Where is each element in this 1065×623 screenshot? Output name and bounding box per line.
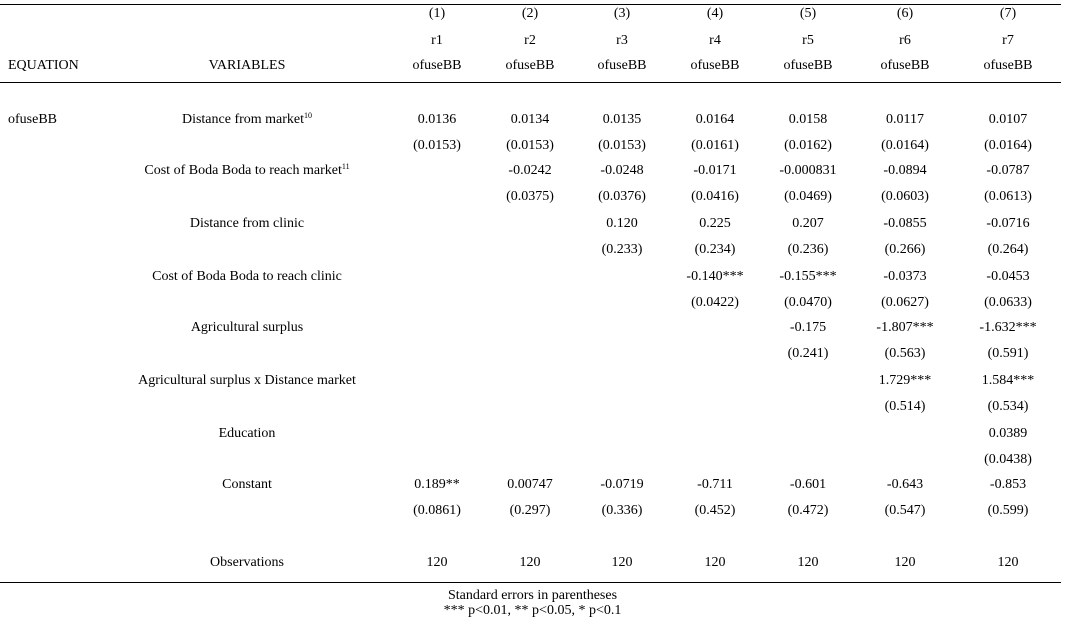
- coefficient-cell: 0.0135: [602, 112, 642, 127]
- variable-label: [182, 112, 312, 128]
- coefficient-cell: 0.207: [792, 216, 824, 231]
- standard-error-cell: (0.472): [787, 503, 829, 518]
- observations-cell: 120: [997, 555, 1019, 570]
- column-name: r5: [802, 33, 814, 48]
- coefficient-cell: 0.225: [699, 216, 731, 231]
- column-name: r4: [709, 33, 721, 48]
- standard-error-cell: (0.0861): [413, 503, 461, 518]
- column-name: r6: [899, 33, 911, 48]
- standard-error-cell: (0.0633): [984, 295, 1032, 310]
- standard-error-cell: (0.514): [884, 399, 926, 414]
- standard-error-cell: (0.233): [601, 242, 643, 257]
- variable-label: Education: [218, 426, 276, 441]
- coefficient-cell: -0.175: [789, 320, 827, 335]
- dependent-variable: ofuseBB: [783, 58, 833, 73]
- notes-standard-errors: Standard errors in parentheses: [447, 588, 618, 603]
- equation-header: EQUATION: [8, 58, 79, 73]
- standard-error-cell: (0.591): [987, 346, 1029, 361]
- coefficient-cell: 0.0164: [695, 112, 735, 127]
- observations-cell: 120: [894, 555, 916, 570]
- coefficient-cell: -1.807***: [876, 320, 934, 335]
- standard-error-cell: (0.0603): [881, 189, 929, 204]
- coefficient-cell: -0.0719: [600, 477, 644, 492]
- coefficient-cell: -1.632***: [979, 320, 1037, 335]
- column-number: (3): [613, 6, 631, 21]
- coefficient-cell: 0.0389: [988, 426, 1028, 441]
- observations-cell: 120: [426, 555, 448, 570]
- variable-label-text: Distance from market: [181, 112, 305, 127]
- observations-cell: 120: [797, 555, 819, 570]
- equation-name: ofuseBB: [8, 112, 57, 127]
- column-name: r1: [431, 33, 443, 48]
- coefficient-cell: 0.0117: [886, 112, 924, 127]
- coefficient-cell: -0.0373: [883, 269, 927, 284]
- standard-error-cell: (0.0469): [784, 189, 832, 204]
- coefficient-cell: 0.0136: [417, 112, 457, 127]
- standard-error-cell: (0.0161): [691, 138, 739, 153]
- coefficient-cell: 0.0107: [988, 112, 1028, 127]
- column-number: (6): [896, 6, 914, 21]
- standard-error-cell: (0.234): [694, 242, 736, 257]
- bottom-rule: [0, 582, 1061, 583]
- standard-error-cell: (0.266): [884, 242, 926, 257]
- standard-error-cell: (0.0153): [598, 138, 646, 153]
- standard-error-cell: (0.0470): [784, 295, 832, 310]
- coefficient-cell: -0.711: [697, 477, 733, 492]
- variable-label: Distance from clinic: [189, 216, 305, 231]
- dependent-variable: ofuseBB: [412, 58, 462, 73]
- coefficient-cell: -0.601: [789, 477, 827, 492]
- coefficient-cell: -0.0242: [508, 163, 552, 178]
- observations-cell: 120: [519, 555, 541, 570]
- variable-label: Agricultural surplus x Distance market: [138, 373, 356, 388]
- standard-error-cell: (0.0375): [506, 189, 554, 204]
- column-number: (2): [521, 6, 539, 21]
- coefficient-cell: -0.0894: [883, 163, 927, 178]
- standard-error-cell: (0.0422): [691, 295, 739, 310]
- standard-error-cell: (0.547): [884, 503, 926, 518]
- standard-error-cell: (0.452): [694, 503, 736, 518]
- standard-error-cell: (0.336): [601, 503, 643, 518]
- column-number: (1): [428, 6, 446, 21]
- standard-error-cell: (0.534): [987, 399, 1029, 414]
- column-name: r2: [524, 33, 536, 48]
- coefficient-cell: -0.140***: [686, 269, 744, 284]
- footnote-marker: 10: [304, 111, 313, 120]
- coefficient-cell: -0.000831: [779, 163, 837, 178]
- coefficient-cell: 1.584***: [981, 373, 1035, 388]
- variable-label: Constant: [222, 477, 272, 492]
- coefficient-cell: 0.00747: [507, 477, 553, 492]
- column-name: r7: [1002, 33, 1014, 48]
- coefficient-cell: 0.189**: [414, 477, 460, 492]
- standard-error-cell: (0.241): [787, 346, 829, 361]
- table-notes: [0, 588, 1065, 618]
- variable-label-text: Cost of Boda Boda to reach market: [144, 163, 342, 178]
- coefficient-cell: -0.155***: [779, 269, 837, 284]
- standard-error-cell: (0.0376): [598, 189, 646, 204]
- coefficient-cell: -0.0716: [986, 216, 1030, 231]
- coefficient-cell: -0.643: [886, 477, 924, 492]
- coefficient-cell: 0.120: [606, 216, 638, 231]
- standard-error-cell: (0.0164): [881, 138, 929, 153]
- coefficient-cell: -0.0248: [600, 163, 644, 178]
- coefficient-cell: 1.729***: [878, 373, 932, 388]
- standard-error-cell: (0.0153): [506, 138, 554, 153]
- coefficient-cell: -0.0855: [883, 216, 927, 231]
- coefficient-cell: -0.0171: [693, 163, 737, 178]
- coefficient-cell: 0.0134: [510, 112, 550, 127]
- variable-label: Cost of Boda Boda to reach clinic: [152, 269, 342, 284]
- variable-label: Agricultural surplus: [190, 320, 304, 335]
- standard-error-cell: (0.264): [987, 242, 1029, 257]
- top-rule: [0, 4, 1061, 5]
- dependent-variable: ofuseBB: [690, 58, 740, 73]
- dependent-variable: ofuseBB: [880, 58, 930, 73]
- header-rule: [0, 82, 1061, 83]
- standard-error-cell: (0.563): [884, 346, 926, 361]
- column-number: (7): [999, 6, 1017, 21]
- notes-significance: *** p<0.01, ** p<0.05, * p<0.1: [443, 603, 622, 618]
- column-number: (5): [799, 6, 817, 21]
- coefficient-cell: -0.0453: [986, 269, 1030, 284]
- observations-cell: 120: [704, 555, 726, 570]
- column-name: r3: [616, 33, 628, 48]
- standard-error-cell: (0.0164): [984, 138, 1032, 153]
- dependent-variable: ofuseBB: [505, 58, 555, 73]
- standard-error-cell: (0.0627): [881, 295, 929, 310]
- column-number: (4): [706, 6, 724, 21]
- variable-label: [144, 163, 349, 179]
- dependent-variable: ofuseBB: [983, 58, 1033, 73]
- standard-error-cell: (0.0438): [984, 452, 1032, 467]
- coefficient-cell: -0.0787: [986, 163, 1030, 178]
- standard-error-cell: (0.0153): [413, 138, 461, 153]
- standard-error-cell: (0.0416): [691, 189, 739, 204]
- standard-error-cell: (0.0613): [984, 189, 1032, 204]
- standard-error-cell: (0.297): [509, 503, 551, 518]
- standard-error-cell: (0.236): [787, 242, 829, 257]
- coefficient-cell: 0.0158: [788, 112, 828, 127]
- dependent-variable: ofuseBB: [597, 58, 647, 73]
- observations-cell: 120: [611, 555, 633, 570]
- variables-header: VARIABLES: [208, 58, 286, 73]
- observations-label: Observations: [210, 555, 284, 570]
- standard-error-cell: (0.0162): [784, 138, 832, 153]
- footnote-marker: 11: [341, 162, 350, 171]
- standard-error-cell: (0.599): [987, 503, 1029, 518]
- coefficient-cell: -0.853: [989, 477, 1027, 492]
